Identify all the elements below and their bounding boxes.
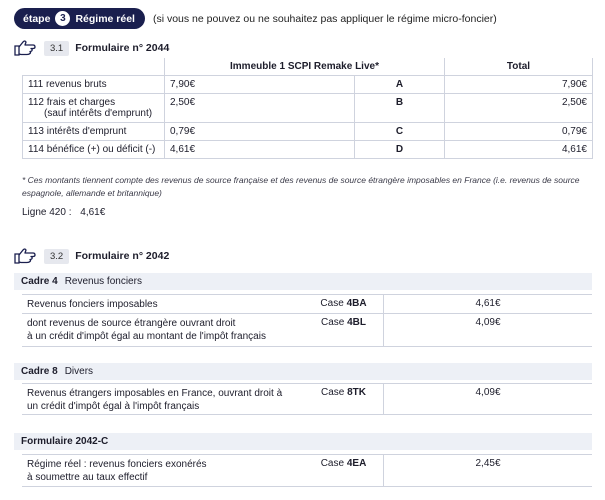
step-label: étape [23,12,51,25]
row-case [304,295,384,313]
ligne-value: 4,61€ [80,207,106,218]
row-description [22,384,304,414]
step-pill [14,8,145,29]
case-label: Case [320,387,345,398]
desc-line2: un crédit d'impôt égal à l'impôt français [27,401,200,412]
row-code: A [355,76,445,94]
section-2044-head [14,39,169,57]
case-code: 4BA [346,298,367,309]
cadre-4-header [14,273,592,290]
row-total: 0,79€ [445,123,593,141]
row-total: 2,50€ [445,94,593,123]
row-amount: 4,09€ [475,317,501,328]
case-code: 8TK [347,387,367,398]
cadre-8-header [14,363,592,380]
pointing-hand-icon [14,247,36,265]
header-immeuble: Immeuble 1 SCPI Remake Live* [165,58,445,76]
case-label: Case [320,298,344,309]
table-row [23,123,593,141]
table-row [23,141,593,159]
row-case [304,314,384,346]
table-row [22,294,592,314]
row-label-line1: 112 frais et charges [28,97,116,108]
regime-title: Régime réel [75,12,135,25]
desc-line1: Régime réel : revenus fonciers exonérés [27,459,207,470]
section-number: 3.1 [44,41,69,56]
cadre-number: Cadre 4 [21,276,58,287]
table-row [22,383,592,415]
row-amount: 4,61€ [475,298,501,309]
cadre-title: Revenus fonciers [64,276,142,287]
row-value: 4,61€ [165,141,355,159]
table-row [22,314,592,347]
case-code: 4BL [347,317,367,328]
row-label: 113 intérêts d'emprunt [23,123,165,141]
pointing-hand-icon [14,39,36,57]
table-header-row [23,58,593,76]
desc-line2: à soumettre au taux effectif [27,472,148,483]
row-code: C [355,123,445,141]
section-title: Formulaire n° 2042 [75,250,170,262]
row-label: 114 bénéfice (+) ou déficit (-) [23,141,165,159]
section-title: Formulaire n° 2044 [75,42,170,54]
row-value: 0,79€ [165,123,355,141]
row-total: 4,61€ [445,141,593,159]
case-code: 4EA [346,458,367,469]
table-row [23,76,593,94]
row-value: 7,90€ [165,76,355,94]
ligne-label: Ligne 420 : [22,207,72,218]
table-row [23,94,593,123]
case-label: Case [320,458,345,469]
row-value: 2,50€ [165,94,355,123]
table-row [22,454,592,487]
cadre-title: Divers [64,366,94,377]
row-code: D [355,141,445,159]
cadre-number: Formulaire 2042-C [21,436,109,447]
row-case [304,384,384,414]
row-case [304,455,384,486]
cadre-number: Cadre 8 [21,366,58,377]
row-amount: 2,45€ [475,458,501,469]
header-blank [23,58,165,76]
row-label-line2: (sauf intérêts d'emprunt) [44,108,153,119]
section-number: 3.2 [44,249,69,264]
step-header [14,8,497,29]
desc-line2: à un crédit d'impôt égal au montant de l'impôt français [27,331,266,342]
desc-line1: dont revenus de source étrangère ouvrant droit [27,318,236,329]
row-total: 7,90€ [445,76,593,94]
header-total: Total [445,58,593,76]
form-2044-table [22,58,593,159]
section-2042-head [14,247,169,265]
step-note: (si vous ne pouvez ou ne souhaitez pas appliquer le régime micro-foncier) [152,12,497,25]
case-label: Case [320,317,345,328]
row-amount: 4,09€ [475,387,501,398]
footnote: * Ces montants tiennent compte des revenus de source française et des revenus de source étrangère imposables en France (i.e. revenus de source espagnole, allemande et britannique) [22,175,580,198]
row-description [22,455,304,486]
desc-line1: Revenus étrangers imposables en France, ouvrant droit à [27,388,283,399]
row-description: Revenus fonciers imposables [27,299,158,310]
row-label: 111 revenus bruts [23,76,165,94]
row-description [22,314,304,346]
form-2042c-header [14,433,592,450]
ligne-420 [22,207,105,218]
row-code: B [355,94,445,123]
step-number: 3 [55,11,70,26]
row-label [23,94,165,123]
